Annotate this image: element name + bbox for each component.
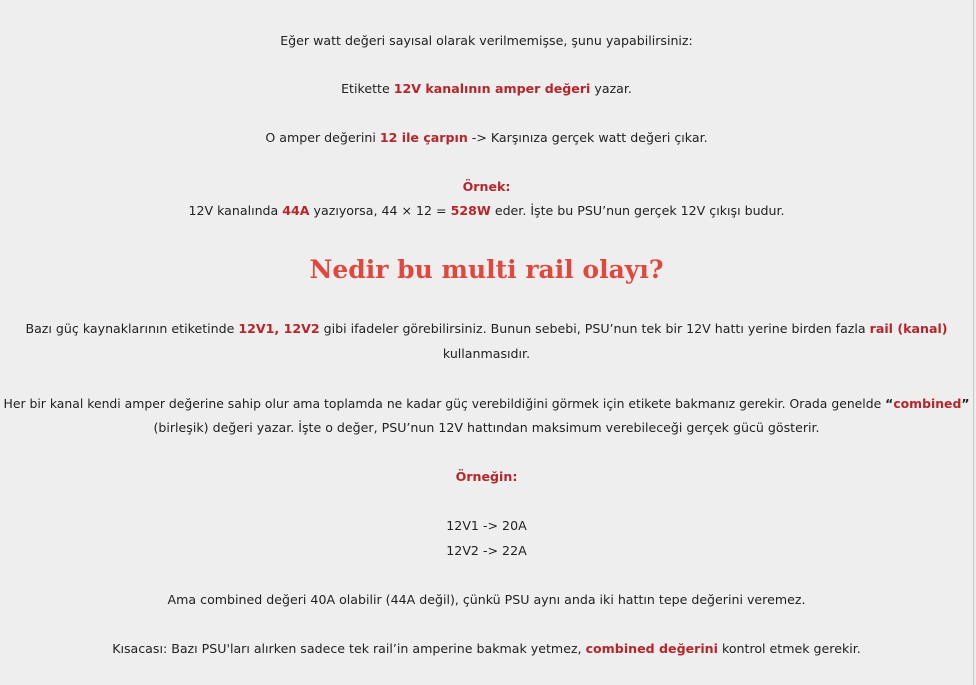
quote-open: “ [885, 396, 894, 411]
summary-paragraph [0, 640, 973, 658]
example-watts: 528W [450, 203, 491, 218]
step2-highlight: 12 ile çarpın [379, 130, 468, 145]
summary-text-after: kontrol etmek gerekir. [717, 641, 861, 656]
rail-item-1: 12V1 -> 20A [446, 518, 527, 533]
step1-paragraph [0, 80, 973, 98]
example-paragraph [0, 202, 973, 220]
rail-item [0, 517, 973, 535]
combined-note-paragraph [0, 591, 973, 609]
rail-item-2: 12V2 -> 22A [446, 543, 527, 558]
example-label-text: Örnek: [462, 179, 511, 194]
example-text-1: 12V kanalında [188, 203, 283, 218]
para1-text-line2: kullanmasıdır. [442, 346, 531, 361]
step2-text-before: O amper değerini [265, 130, 380, 145]
step1-text-after: yazar. [590, 81, 632, 96]
rail-item [0, 542, 973, 560]
summary-highlight: combined değerini [585, 641, 718, 656]
example2-label-text: Örneğin: [455, 469, 518, 484]
intro-text: Eğer watt değeri sayısal olarak verilmemişse, şunu yapabilirsiniz: [280, 33, 693, 48]
step2-paragraph [0, 129, 973, 147]
para1-text-2: gibi ifadeler görebilirsiniz. Bunun sebebi, PSU’nun tek bir 12V hattı yerine birden fazla [319, 321, 870, 336]
intro-paragraph [0, 32, 973, 50]
example2-label [0, 468, 973, 486]
combined-note-text: Ama combined değeri 40A olabilir (44A değil), çünkü PSU aynı anda iki hattın tepe değerini veremez. [167, 592, 806, 607]
example-label [0, 178, 973, 196]
para2-text-1: Her bir kanal kendi amper değerine sahip olur ama toplamda ne kadar güç verebildiğini görmek için etikete bakmanız gerekir. Orada genelde [3, 396, 886, 411]
example-text-2: yazıyorsa, 44 × 12 = [309, 203, 451, 218]
para1-text-1: Bazı güç kaynaklarının etiketinde [25, 321, 239, 336]
combined-paragraph-line1 [0, 395, 973, 413]
multirail-paragraph-line2 [0, 345, 973, 363]
content-right-border [973, 0, 974, 685]
para2-text-line2: (birleşik) değeri yazar. İşte o değer, PSU’nun 12V hattından maksimum verebileceği gerçek gücü gösterir. [153, 420, 820, 435]
para1-highlight-rails: 12V1, 12V2 [238, 321, 320, 336]
multirail-paragraph-line1 [0, 320, 973, 338]
example-text-3: eder. İşte bu PSU’nun gerçek 12V çıkışı budur. [490, 203, 785, 218]
section-heading: Nedir bu multi rail olayı? [309, 255, 664, 284]
para2-highlight-combined: combined [893, 396, 962, 411]
step1-text-before: Etikette [341, 81, 394, 96]
step2-text-after: -> Karşınıza gerçek watt değeri çıkar. [467, 130, 708, 145]
combined-paragraph-line2 [0, 419, 973, 437]
summary-text-before: Kısacası: Bazı PSU'ları alırken sadece tek rail’in amperine bakmak yetmez, [112, 641, 586, 656]
step1-highlight: 12V kanalının amper değeri [393, 81, 591, 96]
para1-highlight-kanal: rail (kanal) [869, 321, 948, 336]
example-amps: 44A [282, 203, 310, 218]
quote-close: ” [961, 396, 970, 411]
